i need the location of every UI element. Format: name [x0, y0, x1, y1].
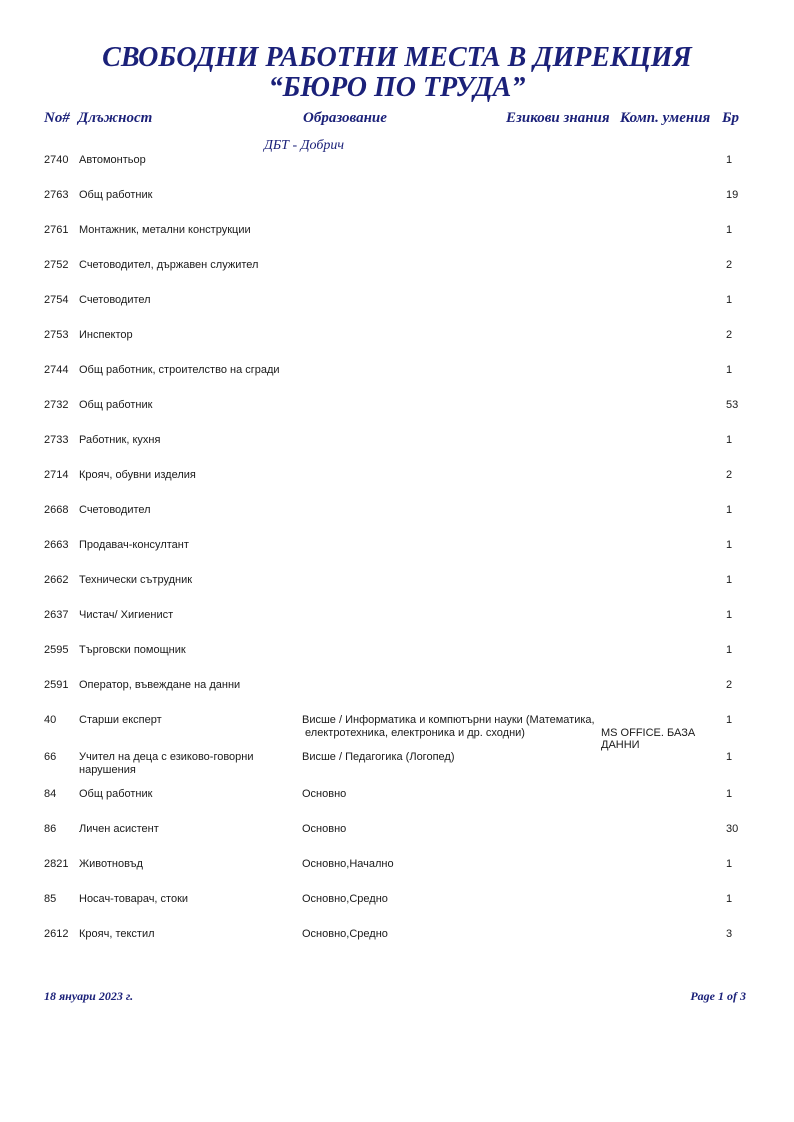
cell-count: 1 [726, 434, 733, 446]
table-row [0, 714, 794, 751]
cell-no: 2740 [44, 154, 69, 166]
table-row [0, 858, 794, 893]
cell-position: Работник, кухня [79, 434, 161, 446]
cell-education: Основно,Начално [302, 858, 394, 870]
table-row [0, 294, 794, 329]
cell-no: 2744 [44, 364, 69, 376]
cell-count: 30 [726, 823, 739, 835]
column-header-no: No# [44, 110, 70, 126]
cell-position: Монтажник, метални конструкции [79, 224, 251, 236]
cell-no: 2821 [44, 858, 69, 870]
cell-count: 1 [726, 154, 733, 166]
table-row [0, 469, 794, 504]
cell-position: Автомонтьор [79, 154, 146, 166]
cell-position: Оператор, въвеждане на данни [79, 679, 241, 691]
cell-position: Животновъд [79, 858, 143, 870]
cell-education: Основно [302, 823, 347, 835]
cell-position: Чистач/ Хигиенист [79, 609, 174, 621]
table-row [0, 644, 794, 679]
table-row [0, 539, 794, 574]
cell-count: 2 [726, 329, 733, 341]
table-row [0, 928, 794, 963]
cell-count: 1 [726, 364, 733, 376]
table-row [0, 259, 794, 294]
cell-computer-skills: MS OFFICE. БАЗА ДАННИ [601, 727, 696, 751]
cell-position: Личен асистент [79, 823, 159, 835]
cell-count: 1 [726, 609, 733, 621]
column-header-count: Бр [722, 110, 740, 126]
cell-count: 1 [726, 504, 733, 516]
cell-count: 1 [726, 751, 733, 763]
cell-education: Основно,Средно [302, 893, 388, 905]
cell-position: Технически сътрудник [79, 574, 193, 586]
cell-count: 1 [726, 539, 733, 551]
cell-count: 1 [726, 294, 733, 306]
cell-count: 1 [726, 644, 733, 656]
table-row [0, 504, 794, 539]
table-row [0, 574, 794, 609]
cell-no: 2637 [44, 609, 69, 621]
table-row [0, 788, 794, 823]
cell-position: Общ работник [79, 399, 153, 411]
table-row [0, 893, 794, 928]
table-row [0, 399, 794, 434]
cell-no: 2732 [44, 399, 69, 411]
cell-no: 2714 [44, 469, 69, 481]
cell-count: 1 [726, 574, 733, 586]
cell-position: Старши експерт [79, 714, 162, 726]
cell-position: Общ работник, строителство на сгради [79, 364, 280, 376]
cell-no: 2591 [44, 679, 69, 691]
cell-count: 53 [726, 399, 739, 411]
office-name: ДБТ - Добрич [264, 138, 345, 153]
cell-count: 2 [726, 259, 733, 271]
cell-no: 2733 [44, 434, 69, 446]
cell-no: 2753 [44, 329, 69, 341]
cell-count: 1 [726, 893, 733, 905]
cell-position: Търговски помощник [79, 644, 186, 656]
cell-no: 2663 [44, 539, 69, 551]
cell-no: 84 [44, 788, 57, 800]
table-row [0, 154, 794, 189]
cell-position: Носач-товарач, стоки [79, 893, 189, 905]
table-row [0, 434, 794, 469]
column-header-education: Образование [303, 110, 387, 126]
footer-date: 18 януари 2023 г. [44, 989, 134, 1003]
cell-count: 1 [726, 224, 733, 236]
cell-no: 2752 [44, 259, 69, 271]
cell-position: Инспектор [79, 329, 133, 341]
cell-no: 86 [44, 823, 57, 835]
title-line-2: “БЮРО ПО ТРУДА” [268, 72, 526, 103]
table-row [0, 823, 794, 858]
cell-no: 85 [44, 893, 57, 905]
cell-no: 2612 [44, 928, 69, 940]
cell-position: Счетоводител, държавен служител [79, 259, 259, 271]
cell-count: 3 [726, 928, 733, 940]
cell-no: 2763 [44, 189, 69, 201]
cell-education: Висше / Информатика и компютърни науки (Математика, електротехника, електроника и др. сходни) [302, 714, 595, 739]
table-row [0, 189, 794, 224]
title-line-1: СВОБОДНИ РАБОТНИ МЕСТА В ДИРЕКЦИЯ [102, 42, 692, 73]
table-row [0, 751, 794, 788]
cell-no: 2668 [44, 504, 69, 516]
cell-count: 1 [726, 788, 733, 800]
cell-count: 2 [726, 679, 733, 691]
cell-no: 40 [44, 714, 57, 726]
column-header-computer-skills: Комп. умения [620, 110, 711, 126]
cell-position: Продавач-консултант [79, 539, 189, 551]
cell-position: Крояч, обувни изделия [79, 469, 196, 481]
cell-count: 2 [726, 469, 733, 481]
cell-position: Учител на деца с езиково-говорни нарушения [79, 751, 254, 776]
cell-position: Общ работник [79, 189, 153, 201]
table-row [0, 329, 794, 364]
cell-position: Крояч, текстил [79, 928, 155, 940]
cell-position: Счетоводител [79, 294, 151, 306]
column-header-languages: Езикови знания [506, 110, 610, 126]
table-row [0, 364, 794, 399]
cell-no: 2754 [44, 294, 69, 306]
cell-no: 2761 [44, 224, 69, 236]
page-title [0, 43, 794, 103]
footer-page-number: Page 1 of 3 [690, 989, 746, 1003]
cell-position: Общ работник [79, 788, 153, 800]
table-row [0, 224, 794, 259]
table-row [0, 679, 794, 714]
cell-count: 1 [726, 858, 733, 870]
cell-count: 19 [726, 189, 739, 201]
cell-count: 1 [726, 714, 733, 726]
cell-no: 2662 [44, 574, 69, 586]
job-rows [0, 154, 794, 963]
cell-no: 2595 [44, 644, 69, 656]
column-header-position: Длъжност [78, 110, 153, 126]
cell-education: Основно [302, 788, 347, 800]
cell-no: 66 [44, 751, 57, 763]
cell-position: Счетоводител [79, 504, 151, 516]
cell-education: Основно,Средно [302, 928, 388, 940]
table-row [0, 609, 794, 644]
cell-education: Висше / Педагогика (Логопед) [302, 751, 455, 763]
